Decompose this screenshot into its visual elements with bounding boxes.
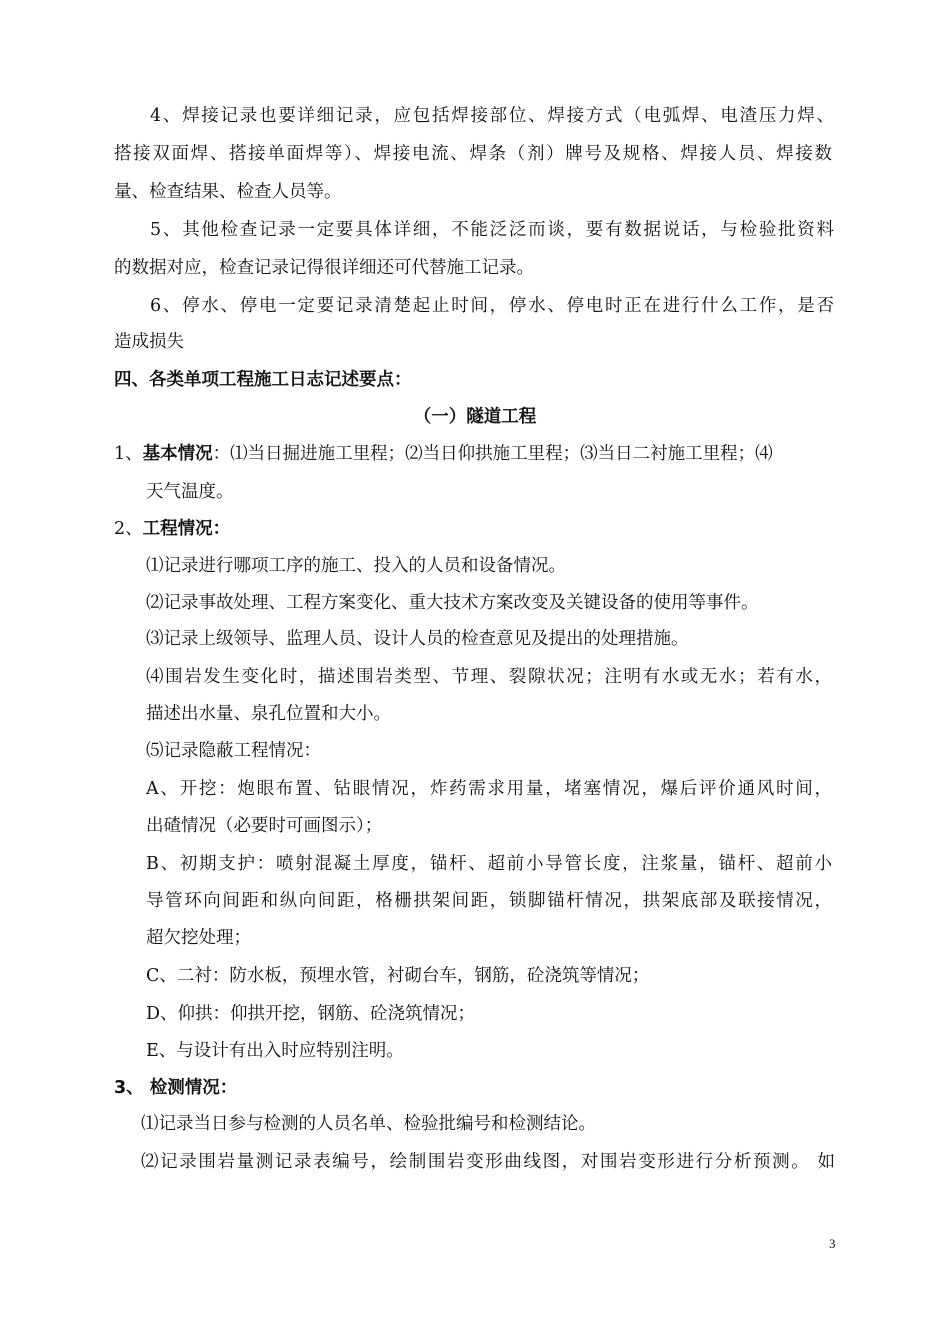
item-2-line-7: A、开挖：炮眼布置、钻眼情况，炸药需求用量，堵塞情况，爆后评价通风时间， [146, 779, 832, 799]
item-2-line-1: ⑴记录进行哪项工序的施工、投入的人员和设备情况。 [146, 556, 566, 576]
item-2-line-2: ⑵记录事故处理、工程方案变化、重大技术方案改变及关键设备的使用等事件。 [146, 593, 759, 613]
page-number: 3 [829, 1236, 836, 1251]
item-2-label: 工程情况： [142, 519, 231, 539]
section-heading: 四、各类单项工程施工日志记述要点： [114, 370, 412, 390]
item-2-line-5: 描述出水量、泉孔位置和大小。 [146, 704, 391, 724]
item-2-line-13: D、仰拱：仰拱开挖，钢筋、砼浇筑情况； [146, 1004, 476, 1024]
item-2-heading [114, 518, 230, 540]
subsection-title: （一）隧道工程 [413, 407, 537, 427]
paragraph-4-line-1: 4、焊接记录也要详细记录，应包括焊接部位、焊接方式（电弧焊、电渣压力焊、 [150, 106, 834, 126]
item-3-heading: 3、 检测情况： [114, 1078, 238, 1098]
paragraph-4-line-3: 量、检查结果、检查人员等。 [114, 182, 342, 202]
item-1-line-2: 天气温度。 [146, 482, 234, 502]
item-2-line-10: 导管环向间距和纵向间距，格栅拱架间距，锁脚锚杆情况，拱架底部及联接情况， [146, 891, 832, 911]
item-1-text: ：⑴当日掘进施工里程；⑵当日仰拱施工里程；⑶当日二衬施工里程；⑷ [212, 444, 773, 464]
item-2-number: 2、 [114, 519, 143, 539]
item-2-line-9: B、初期支护：喷射混凝土厚度，锚杆、超前小导管长度，注浆量，锚杆、超前小 [146, 854, 832, 874]
paragraph-6-line-2: 造成损失 [114, 332, 184, 352]
paragraph-4-line-2: 搭接双面焊、搭接单面焊等）、焊接电流、焊条（剂）牌号及规格、焊接人员、焊接数 [114, 144, 832, 164]
item-2-line-3: ⑶记录上级领导、监理人员、设计人员的检查意见及提出的处理措施。 [146, 629, 689, 649]
item-3-line-1: ⑴记录当日参与检测的人员名单、检验批编号和检测结论。 [141, 1114, 596, 1134]
item-2-line-4: ⑷围岩发生变化时，描述围岩类型、节理、裂隙状况；注明有水或无水；若有水， [146, 667, 832, 687]
item-2-line-11: 超欠挖处理； [146, 928, 251, 948]
paragraph-5-line-2: 的数据对应，检查记录记得很详细还可代替施工记录。 [114, 258, 534, 278]
item-1-label: 基本情况 [142, 444, 213, 464]
item-2-line-6: ⑸记录隐蔽工程情况： [146, 741, 321, 761]
item-2-line-14: E、与设计有出入时应特别注明。 [146, 1041, 404, 1061]
item-3-line-2: ⑵记录围岩量测记录表编号，绘制围岩变形曲线图，对围岩变形进行分析预测。 如 [141, 1152, 835, 1172]
item-1-line-1 [114, 443, 773, 465]
paragraph-6-line-1: 6、停水、停电一定要记录清楚起止时间，停水、停电时正在进行什么工作，是否 [150, 296, 834, 316]
paragraph-5-line-1: 5、其他检查记录一定要具体详细，不能泛泛而谈，要有数据说话，与检验批资料 [150, 220, 834, 240]
item-1-number: 1、 [114, 444, 143, 464]
item-2-line-12: C、二衬：防水板，预埋水管，衬砌台车，钢筋，砼浇筑等情况； [146, 966, 650, 986]
item-2-line-8: 出碴情况（必要时可画图示）； [146, 816, 383, 836]
